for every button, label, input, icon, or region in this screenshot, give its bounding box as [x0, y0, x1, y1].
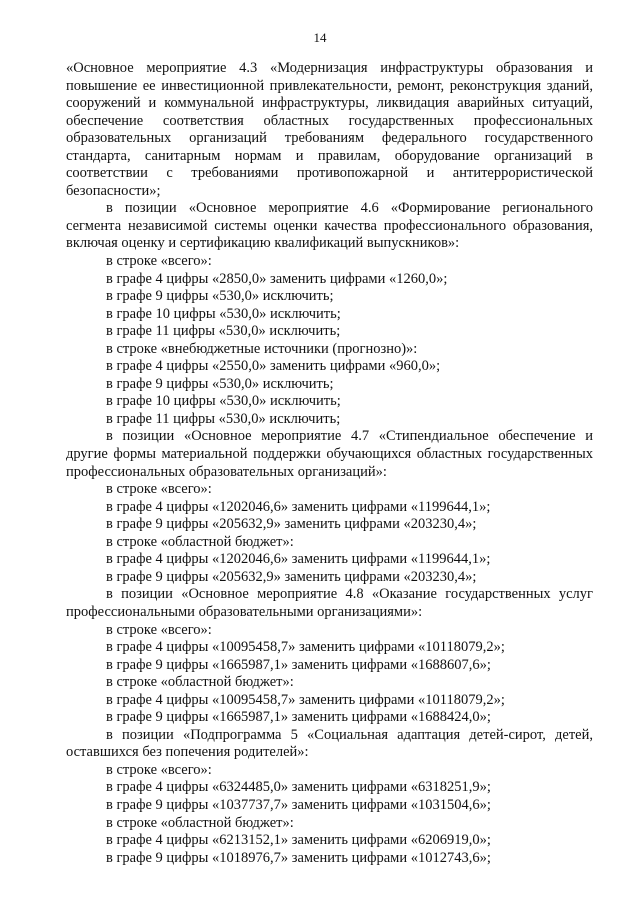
- line-row-total: в строке «всего»:: [106, 481, 212, 498]
- paragraph-measure-4-8: в позиции «Основное мероприятие 4.8 «Оказание государственных услуг профессиональными образовательными организациями»:: [66, 586, 593, 620]
- line-row-total: в строке «всего»:: [106, 761, 212, 778]
- line-column-9: в графе 9 цифры «205632,9» заменить цифрами «203230,4»;: [106, 568, 477, 585]
- line-column-4: в графе 4 цифры «10095458,7» заменить цифрами «10118079,2»;: [106, 639, 505, 656]
- line-column-10: в графе 10 цифры «530,0» исключить;: [106, 305, 341, 322]
- line-column-9: в графе 9 цифры «530,0» исключить;: [106, 375, 334, 392]
- line-column-4: в графе 4 цифры «1202046,6» заменить цифрами «1199644,1»;: [106, 551, 491, 568]
- line-column-11: в графе 11 цифры «530,0» исключить;: [106, 323, 341, 340]
- line-row-total: в строке «всего»:: [106, 253, 212, 270]
- line-row-regional-budget: в строке «областной бюджет»:: [106, 674, 294, 691]
- line-column-9: в графе 9 цифры «1665987,1» заменить цифрами «1688424,0»;: [106, 709, 491, 726]
- paragraph-measure-4-3: «Основное мероприятие 4.3 «Модернизация инфраструктуры образования и повышение ее инвестиционной привлекательности, ремонт, реконструкция зданий, сооружений и коммунальной инфраструктуры, ликвидация аварийных ситуаций, обеспечение соответствия областных государственных профессиональных образовательных организаций требованиям федерального государственного стандарта, санитарным нормам и правилам, оборудование организаций в соответствии с требованиями противопожарной и антитеррористической безопасности»;: [66, 60, 593, 199]
- document-body: [66, 60, 593, 867]
- page-number: 14: [313, 30, 327, 45]
- line-column-11: в графе 11 цифры «530,0» исключить;: [106, 410, 341, 427]
- paragraph-measure-4-6: в позиции «Основное мероприятие 4.6 «Формирование регионального сегмента независимой системы оценки качества профессионального образования, включая оценку и сертификацию квалификаций выпускников»:: [66, 200, 593, 252]
- line-column-4: в графе 4 цифры «2850,0» заменить цифрами «1260,0»;: [106, 270, 448, 287]
- line-column-9: в графе 9 цифры «1665987,1» заменить цифрами «1688607,6»;: [106, 656, 491, 673]
- line-row-total: в строке «всего»:: [106, 621, 212, 638]
- line-column-9: в графе 9 цифры «1018976,7» заменить цифрами «1012743,6»;: [106, 849, 491, 866]
- line-column-4: в графе 4 цифры «6324485,0» заменить цифрами «6318251,9»;: [106, 779, 491, 796]
- line-column-4: в графе 4 цифры «2550,0» заменить цифрами «960,0»;: [106, 358, 441, 375]
- line-row-regional-budget: в строке «областной бюджет»:: [106, 533, 294, 550]
- line-column-4: в графе 4 цифры «1202046,6» заменить цифрами «1199644,1»;: [106, 498, 491, 515]
- paragraph-measure-4-7: в позиции «Основное мероприятие 4.7 «Стипендиальное обеспечение и другие формы материальной поддержки обучающихся областных государственных профессиональных образовательных организаций»:: [66, 428, 593, 480]
- line-column-4: в графе 4 цифры «6213152,1» заменить цифрами «6206919,0»;: [106, 832, 491, 849]
- line-column-9: в графе 9 цифры «530,0» исключить;: [106, 288, 334, 305]
- line-column-9: в графе 9 цифры «1037737,7» заменить цифрами «1031504,6»;: [106, 796, 491, 813]
- paragraph-subprogram-5: в позиции «Подпрограмма 5 «Социальная адаптация детей-сирот, детей, оставшихся без попечения родителей»:: [66, 726, 593, 761]
- line-column-4: в графе 4 цифры «10095458,7» заменить цифрами «10118079,2»;: [106, 691, 505, 708]
- line-row-regional-budget: в строке «областной бюджет»:: [106, 814, 294, 831]
- line-column-9: в графе 9 цифры «205632,9» заменить цифрами «203230,4»;: [106, 516, 477, 533]
- line-row-extrabudgetary: в строке «внебюджетные источники (прогнозно)»:: [106, 340, 418, 357]
- line-column-10: в графе 10 цифры «530,0» исключить;: [106, 393, 341, 410]
